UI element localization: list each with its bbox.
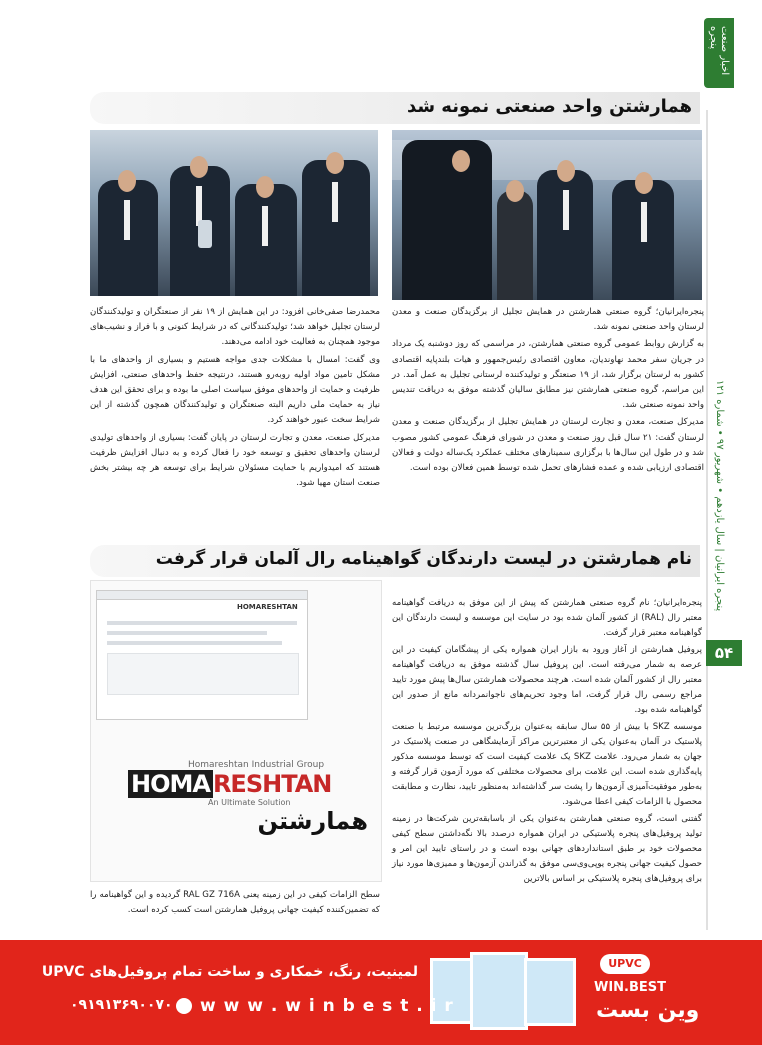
article1-paragraph: محمدرضا صفی‌خانی افزود: در این همایش از ۱۹ نفر از صنعتگران و تولیدکنندگان لرستان تجلیل خواهد شد؛ تولیدکنندگانی که در شرایط کنونی و با فراز و نشیب‌های موجود همچنان به فعالیت خود ادامه می‌دهند. <box>90 307 380 348</box>
homareshtan-logo <box>128 760 368 870</box>
ral-website-screenshot <box>96 590 308 720</box>
award-statue-icon <box>198 220 212 248</box>
winbest-logo-en: WIN.BEST <box>594 980 667 995</box>
article2-column-left <box>90 888 380 920</box>
article1-paragraph: به گزارش روابط عمومی گروه صنعتی همارشتن، در مراسمی که روز دوشنبه یک مرداد در جریان سفر محمد نهاوندیان، معاون اقتصادی رئیس‌جمهور و هیات بلندپایه اقتصادی کشور به لرستان برگزار شد، از ۱۹ صنعتگر و تولیدکننده لرستانی تجلیل به عمل آمد. در این مراسم، گروه صنعتی همارشتن نیز مطابق سالیان گذشته موفق به دریافت تندیس واحد نمونه صنعتی شد. <box>392 339 704 411</box>
banner-phone[interactable]: ۰۹۱۹۱۳۶۹۰۰۷۰ <box>70 997 173 1013</box>
article2-paragraph: پنجره‌ایرانیان؛ نام گروه صنعتی همارشتن که پیش از این موفق به دریافت گواهینامه معتبر رال (RAL) از کشور آلمان شده بود در سایت این موسسه و لیست دارندگان این گواهینامه معتبر قرار گرفت. <box>392 598 702 638</box>
section-tab <box>704 18 734 88</box>
article2-title: نام همارشتن در لیست دارندگان گواهینامه رال آلمان قرار گرفت <box>155 549 692 569</box>
article2-paragraph: گفتنی است، گروه صنعتی همارشتن به‌عنوان یکی از باسابقه‌ترین شرکت‌ها در زمینه تولید پروفیل‌های پنجره پلاستیکی در ایران همواره درصدد بالا نگه‌داشتن سطح کیفی محصولات خود بر طبق استانداردهای جهانی بوده است و در راستای تایید این امر و حصول کیفیت جهانی پنجره یو‌پی‌وی‌سی موفق به گذراندن آزمون‌ها و ممیزی‌ها مورد نیاز برای پروفیل‌های پنجره پلاستیکی بر اساس بالاترین <box>392 814 702 884</box>
article1-paragraph: مدیرکل صنعت، معدن و تجارت لرستان در پایان گفت: بسیاری از واحدهای تولیدی لرستان واحدهای تحقیق و توسعه خود را فعال کرده و به دنبال افزایش ظرفیت هستند که امیدواریم با حمایت مسئولان شرایط برای توسعه هر چه بیشتر بخش صنعت استان مهیا شود. <box>90 432 380 489</box>
window-graphic <box>470 952 528 1030</box>
phone-icon <box>176 998 192 1014</box>
winbest-logo-fa: وین بست <box>596 998 700 1023</box>
page-number: ۵۴ <box>706 640 742 666</box>
banner-headline: لمینیت، رنگ، خمکاری و ساخت تمام پروفیل‌های UPVC <box>41 964 418 980</box>
article1-paragraph: پنجره‌ایرانیان؛ گروه صنعتی همارشتن در همایش تجلیل از برگزیدگان صنعت و معدن لرستان واحد صنعتی نمونه شد. <box>392 307 704 333</box>
winbest-advertisement[interactable] <box>0 940 762 1045</box>
article2-paragraph: سطح الزامات کیفی در این زمینه یعنی RAL GZ 716A گردیده و این گواهینامه را که تضمین‌کننده کیفیت جهانی پروفیل همارشتن است کسب کرده است. <box>90 890 380 916</box>
column-divider <box>706 110 708 930</box>
article1-title: همارشتن واحد صنعتی نمونه شد <box>406 96 692 117</box>
ceremony-photo-award <box>392 130 702 300</box>
screen-brand: HOMARESHTAN <box>237 603 298 611</box>
section-tab-label: اخبار صنعت پنجره <box>708 26 730 76</box>
issue-info-strip <box>714 380 736 650</box>
issue-info-label: پنجره ایرانیان | سال یازدهم • شهریور ۹۷ • شماره ۱۲۱ <box>714 380 725 612</box>
article2-paragraph: پروفیل همارشتن از آغاز ورود به بازار ایران همواره یکی از پیشگامان کیفیت در این عرصه به شمار می‌رفته است. این پروفیل سال گذشته موفق به دریافت گواهینامه معتبر رال از کشور آلمان شده است. هرچند محصولات همارشتن سال‌ها پیش مورد تایید مراجع رسمی رال قرار گرفت، اما وجود تحریم‌های ناجوانمردانه مانع از صدور این گواهینامه شده بود. <box>392 645 702 715</box>
logo-persian: همارشتن <box>257 807 368 835</box>
banner-website-link[interactable]: w w w . w i n b e s t . i r <box>200 996 454 1016</box>
ceremony-photo-group <box>90 130 378 296</box>
article1-paragraph: وی گفت: امسال با مشکلات جدی مواجه هستیم و بسیاری از واحدهای ما با مشکل تامین مواد اولیه روبه‌رو هستند، درنتیجه حفظ واحدهای صنعتی، افزایش ظرفیت و حمایت از واحدهای موفق سیاست اصلی ما بوده و برای تحقق این هدف نیاز به حمایت ملی داریم البته صنعتگران و تولیدکنندگان همچون گذشته از این شرایط سخت عبور خواهند کرد. <box>90 354 380 426</box>
logo-wordmark-part2: RESHTAN <box>212 770 332 798</box>
article2-paragraph: موسسه SKZ با بیش از ۵۵ سال سابقه به‌عنوان بزرگ‌ترین موسسه مرتبط با صنعت پلاستیک در آلمان به‌عنوان یکی از معتبرترین مراکز آزمایشگاهی در صنعت پلاستیک در جهان به شمار می‌رود. علامت SKZ یک علامت کیفیت است که توسط موسسه مذکور پایه‌گذاری شده است. این علامت برای محصولات مختلفی که مورد آزمون قرار گرفته و به‌طور موفقیت‌آمیزی آزمون‌ها را پشت سر گذاشته‌اند به‌منظور تایید، نظارت و مطابقت محصول با الزامات کیفی اعطا می‌شود. <box>392 722 702 807</box>
logo-wordmark-part1: HOMA <box>128 770 213 798</box>
article1-column-right <box>392 305 704 478</box>
logo-wordmark <box>128 770 368 798</box>
logo-tagline: An Ultimate Solution <box>208 798 291 807</box>
upvc-badge: UPVC <box>600 954 650 974</box>
window-graphic <box>524 958 576 1026</box>
article1-column-left <box>90 305 380 493</box>
article1-paragraph: مدیرکل صنعت، معدن و تجارت لرستان در همایش تجلیل از برگزیدگان صنعت و معدن لرستان گفت: ۲۱ سال قبل روز صنعت و معدن در شورای فرهنگ عمومی کشور مصوب شد و در طول این سال‌ها با برگزاری سمینارهای مختلف عملکرد یک‌ساله دولت و فعالان اقتصادی ارزیابی شده و عمده فشارهای تحمل شده توسط همین فعالان بوده است. <box>392 417 704 474</box>
logo-group-name: Homareshtan Industrial Group <box>188 760 325 770</box>
article2-column-right <box>392 596 702 889</box>
